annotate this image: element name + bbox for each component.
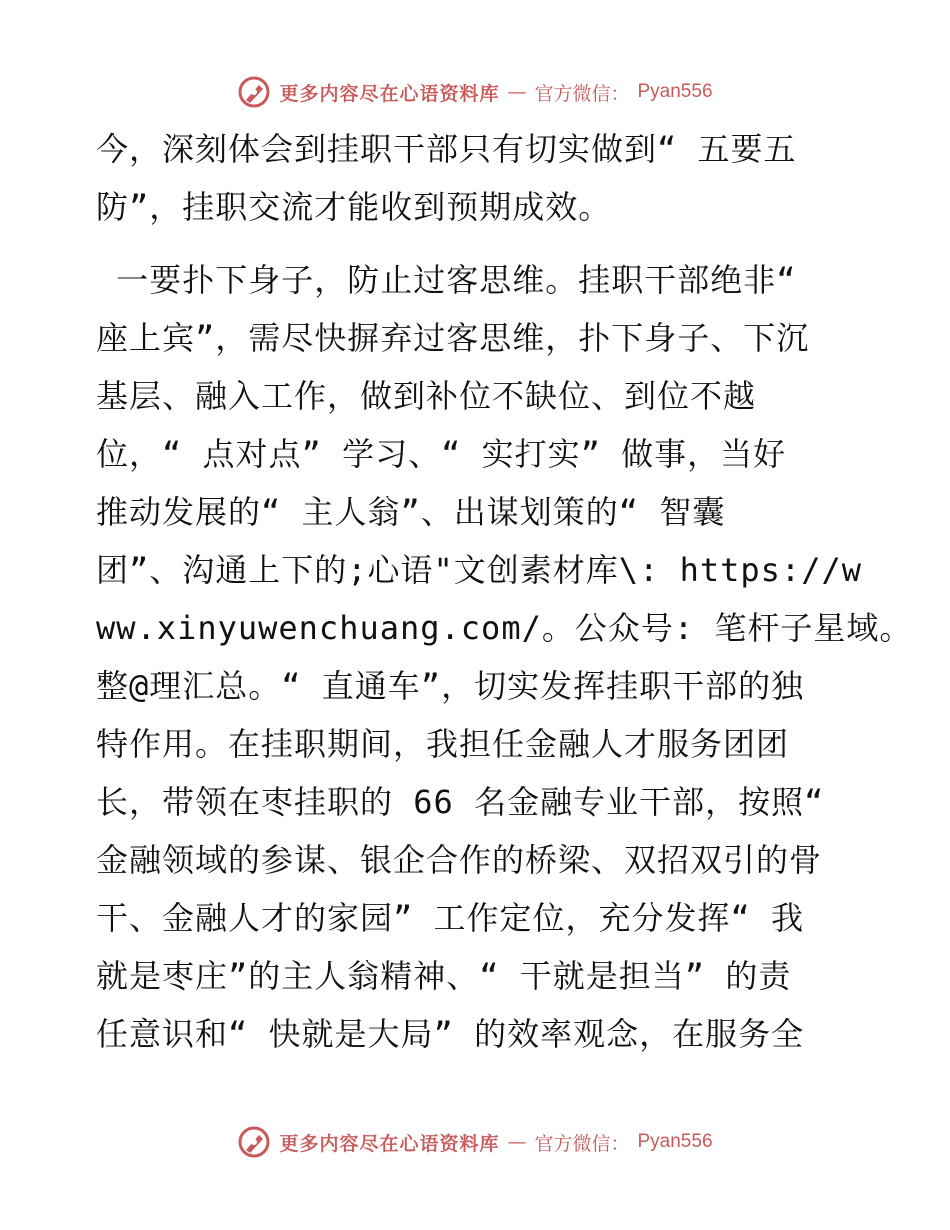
watermark-dash: —	[507, 81, 527, 103]
body-line: 推动发展的“ 主人翁”、出谋划策的“ 智囊	[96, 493, 726, 531]
body-line: 防”，挂职交流才能收到预期成效。	[96, 188, 612, 226]
watermark-dash: —	[507, 1131, 527, 1153]
header-watermark	[0, 72, 950, 112]
watermark-site-text: 更多内容尽在心语资料库	[279, 1132, 500, 1155]
watermark-contact-id: Pyan556	[637, 81, 713, 102]
body-line: 位，“ 点对点” 学习、“ 实打实” 做事，当好	[96, 435, 787, 473]
body-line: 长，带领在枣挂职的 66 名金融专业干部，按照“	[96, 783, 825, 821]
watermark-contact-id: Pyan556	[637, 1131, 713, 1152]
body-line: 今，深刻体会到挂职干部只有切实做到“ 五要五	[96, 130, 797, 168]
document-body	[96, 120, 913, 1063]
body-line: 座上宾”，需尽快摒弃过客思维，扑下身子、下沉	[96, 319, 810, 357]
watermark-site-text: 更多内容尽在心语资料库	[279, 82, 500, 105]
body-line: 团”、沟通上下的;心语"文创素材库\: https://w	[96, 551, 862, 589]
body-line: ww.xinyuwenchuang.com/。公众号: 笔杆子星域。	[96, 609, 913, 647]
body-line: 特作用。在挂职期间，我担任金融人才服务团团	[96, 725, 790, 763]
watermark-contact-label: 官方微信：	[534, 1132, 630, 1155]
pen-logo-icon	[237, 75, 271, 109]
body-line: 金融领域的参谋、银企合作的桥梁、双招双引的骨	[96, 841, 823, 879]
body-line: 基层、融入工作，做到补位不缺位、到位不越	[96, 377, 757, 415]
footer-watermark	[0, 1122, 950, 1162]
body-line: 干、金融人才的家园” 工作定位，充分发挥“ 我	[96, 899, 805, 937]
body-line: 整@理汇总。“ 直通车”，切实发挥挂职干部的独	[96, 667, 805, 705]
body-line: 一要扑下身子，防止过客思维。挂职干部绝非“	[96, 261, 797, 299]
watermark-contact-label: 官方微信：	[534, 82, 630, 105]
body-line: 任意识和“ 快就是大局” 的效率观念，在服务全	[96, 1015, 805, 1053]
body-line: 就是枣庄”的主人翁精神、“ 干就是担当” 的责	[96, 957, 792, 995]
pen-logo-icon	[237, 1125, 271, 1159]
paragraph-gap	[96, 236, 856, 251]
